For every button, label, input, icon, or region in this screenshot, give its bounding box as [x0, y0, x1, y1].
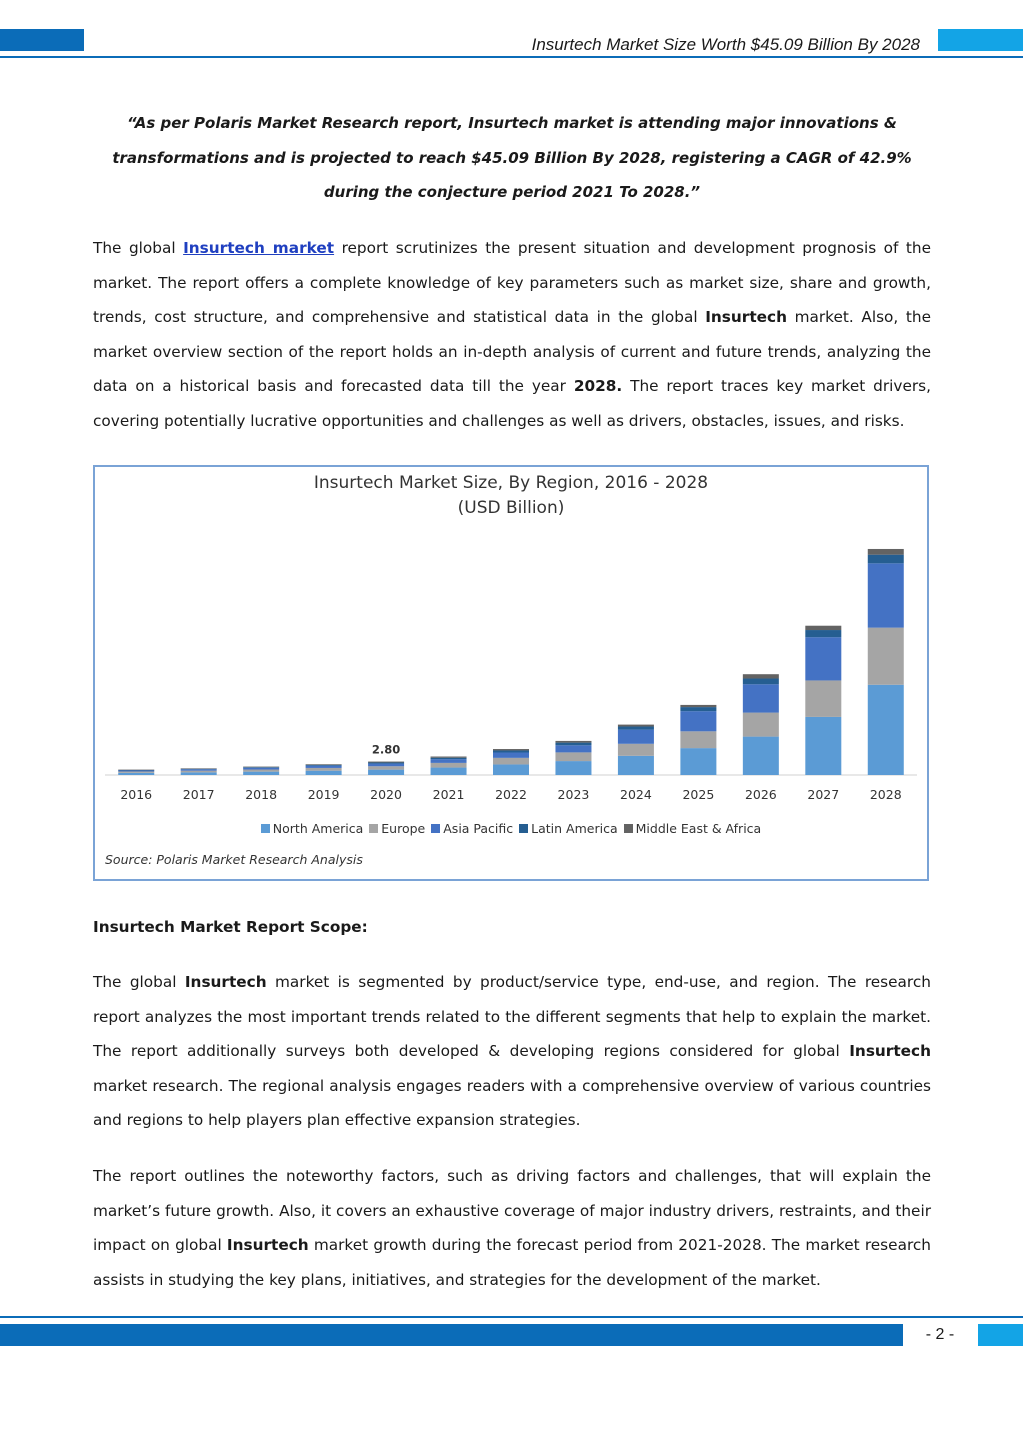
header-rule: [0, 56, 1023, 58]
bar-segment: [243, 770, 279, 772]
bar-segment: [743, 713, 779, 737]
bar-segment: [868, 549, 904, 555]
intro-paragraph: [93, 231, 931, 439]
page-number: - 2 -: [925, 1326, 955, 1343]
bar-segment: [493, 749, 529, 750]
bold-term: Insurtech: [705, 308, 787, 327]
x-tick-label: 2019: [307, 787, 340, 802]
bar-segment: [306, 765, 342, 766]
legend-item: [431, 821, 513, 836]
bar-segment: [618, 725, 654, 727]
bar-segment: [618, 744, 654, 756]
legend-swatch: [624, 824, 633, 833]
bar-segment: [618, 730, 654, 744]
bar-segment: [368, 763, 404, 764]
x-tick-label: 2028: [869, 787, 902, 802]
x-tick-label: 2022: [495, 787, 527, 802]
x-tick-label: 2025: [682, 787, 715, 802]
bar-segment: [243, 767, 279, 768]
pull-quote: “As per Polaris Market Research report, Insurtech market is attending major innovations & transformations and is projected to reach $45.09 Billion By 2028, registering a CAGR of 42.9% during the conjecture period 2021 To 2028.”: [112, 114, 912, 201]
legend-swatch: [431, 824, 440, 833]
text-run: report scrutinizes the present situation and development prognosis of the market. The report offers a complete knowledge of key parameters such as market size, share and growth, trends, cost structure, and comprehensive and statistical data in the global: [93, 239, 932, 327]
text-run: market. Also, the market overview section of the report holds an in-depth analysis of current and future trends, analyzing the data on a historical basis and forecasted data till the year: [93, 308, 931, 396]
bar-segment: [680, 707, 716, 711]
bold-term: Insurtech: [184, 973, 267, 991]
bar-segment: [243, 772, 279, 775]
text-run: market is segmented by product/service type, end-use, and region. The research report analyzes the most important trends related to the different segments that help to explain the market. The report additionally surveys both developed & developing regions considered for global: [93, 973, 931, 1061]
bar-segment: [368, 764, 404, 767]
bar-segment: [493, 750, 529, 752]
bar-segment: [680, 705, 716, 707]
chart-title-line-1: Insurtech Market Size, By Region, 2016 - 2028: [313, 473, 709, 493]
x-tick-label: 2017: [182, 787, 215, 802]
bar-segment: [431, 768, 467, 775]
text-run: The global: [93, 239, 184, 257]
header-accent-left: [0, 29, 84, 51]
insurtech-market-link[interactable]: Insurtech market: [183, 239, 335, 257]
outlook-paragraph: [93, 1159, 931, 1297]
legend-swatch: [519, 824, 528, 833]
x-tick-label: 2018: [245, 787, 278, 802]
header-accent-right: [938, 29, 1023, 51]
bar-segment: [743, 679, 779, 685]
bar-segment: [805, 717, 841, 775]
bar-segment: [306, 768, 342, 771]
bar-segment: [118, 771, 154, 772]
x-tick-label: 2027: [807, 787, 840, 802]
legend-swatch: [369, 824, 378, 833]
text-run: The global: [93, 973, 185, 991]
bar-segment: [431, 759, 467, 763]
legend-swatch: [261, 824, 270, 833]
bar-segment: [181, 769, 217, 770]
header-title: Insurtech Market Size Worth $45.09 Billion By 2028: [531, 35, 920, 54]
bar-segment: [493, 764, 529, 775]
x-tick-label: 2020: [370, 787, 402, 802]
x-tick-label: 2016: [120, 787, 153, 802]
footer-bar: [0, 1324, 903, 1346]
bold-term: Insurtech: [226, 1236, 309, 1255]
bar-segment: [555, 741, 591, 743]
scope-paragraph: [93, 965, 931, 1138]
bar-segment: [680, 711, 716, 731]
bar-segment: [243, 767, 279, 768]
chart-source: Source: Polaris Market Research Analysis: [105, 852, 363, 867]
bar-segment: [181, 771, 217, 773]
legend-item: [624, 821, 762, 836]
x-tick-label: 2026: [744, 787, 777, 802]
bar-segment: [368, 762, 404, 763]
bar-segment: [868, 628, 904, 685]
bar-segment: [431, 763, 467, 768]
bar-segment: [743, 674, 779, 678]
bar-segment: [868, 555, 904, 564]
legend-item: [519, 821, 617, 836]
bar-segment: [368, 770, 404, 775]
x-tick-label: 2024: [620, 787, 652, 802]
legend-label: Europe: [381, 821, 426, 836]
x-tick-label: 2021: [432, 787, 465, 802]
section-heading: Insurtech Market Report Scope:: [93, 918, 368, 936]
bold-year: 2028.: [573, 377, 623, 396]
bar-segment: [431, 758, 467, 759]
bar-segment: [368, 766, 404, 769]
text-run: market research. The regional analysis engages readers with a comprehensive overview of various countries and regions to help players plan effective expansion strategies.: [93, 1076, 931, 1130]
bar-segment: [118, 770, 154, 771]
chart-legend: [95, 821, 927, 836]
bar-segment: [868, 685, 904, 775]
legend-label: Middle East & Africa: [635, 821, 762, 836]
bar-segment: [306, 764, 342, 765]
footer-rule: [0, 1316, 1023, 1318]
bar-segment: [805, 630, 841, 637]
bar-segment: [743, 737, 779, 775]
bar-segment: [493, 752, 529, 757]
bar-segment: [680, 748, 716, 775]
bar-segment: [118, 773, 154, 775]
bar-segment: [431, 757, 467, 758]
text-run: market growth during the forecast period from 2021-2028. The market research assists in studying the key plans, initiatives, and strategies for the development of the market.: [93, 1236, 931, 1289]
bar-segment: [493, 758, 529, 765]
bar-segment: [555, 761, 591, 775]
bar-segment: [805, 637, 841, 680]
bar-segment: [555, 745, 591, 752]
legend-label: North America: [272, 821, 364, 836]
bar-segment: [805, 680, 841, 716]
footer-accent-right: [978, 1324, 1023, 1346]
legend-label: Asia Pacific: [443, 821, 514, 836]
bar-segment: [555, 752, 591, 761]
bar-segment: [306, 766, 342, 768]
chart-figure: [93, 465, 929, 881]
data-label: 2.80: [371, 742, 401, 757]
bar-segment: [181, 772, 217, 775]
stacked-bar-chart: [95, 467, 927, 879]
text-run: The report traces key market drivers, covering potentially lucrative opportunities and challenges as well as drivers, obstacles, issues, and risks.: [93, 377, 931, 430]
bar-segment: [618, 756, 654, 775]
bar-segment: [306, 771, 342, 775]
x-tick-label: 2023: [557, 787, 590, 802]
bar-segment: [743, 684, 779, 712]
text-run: The report outlines the noteworthy factors, such as driving factors and challenges, that will explain the market’s future growth. Also, it covers an exhaustive coverage of major industry drivers, restraints, and their impact on global: [93, 1167, 931, 1255]
bar-segment: [555, 743, 591, 746]
legend-label: Latin America: [531, 821, 618, 836]
bar-segment: [181, 769, 217, 770]
legend-item: [261, 821, 364, 836]
bold-term: Insurtech: [849, 1042, 931, 1061]
legend-item: [369, 821, 425, 836]
chart-title-line-2: (USD Billion): [457, 498, 565, 518]
bar-segment: [805, 626, 841, 630]
bar-segment: [243, 768, 279, 770]
bar-segment: [618, 727, 654, 730]
bar-segment: [118, 770, 154, 771]
bar-segment: [680, 731, 716, 748]
bar-segment: [868, 563, 904, 627]
bar-segment: [181, 768, 217, 769]
